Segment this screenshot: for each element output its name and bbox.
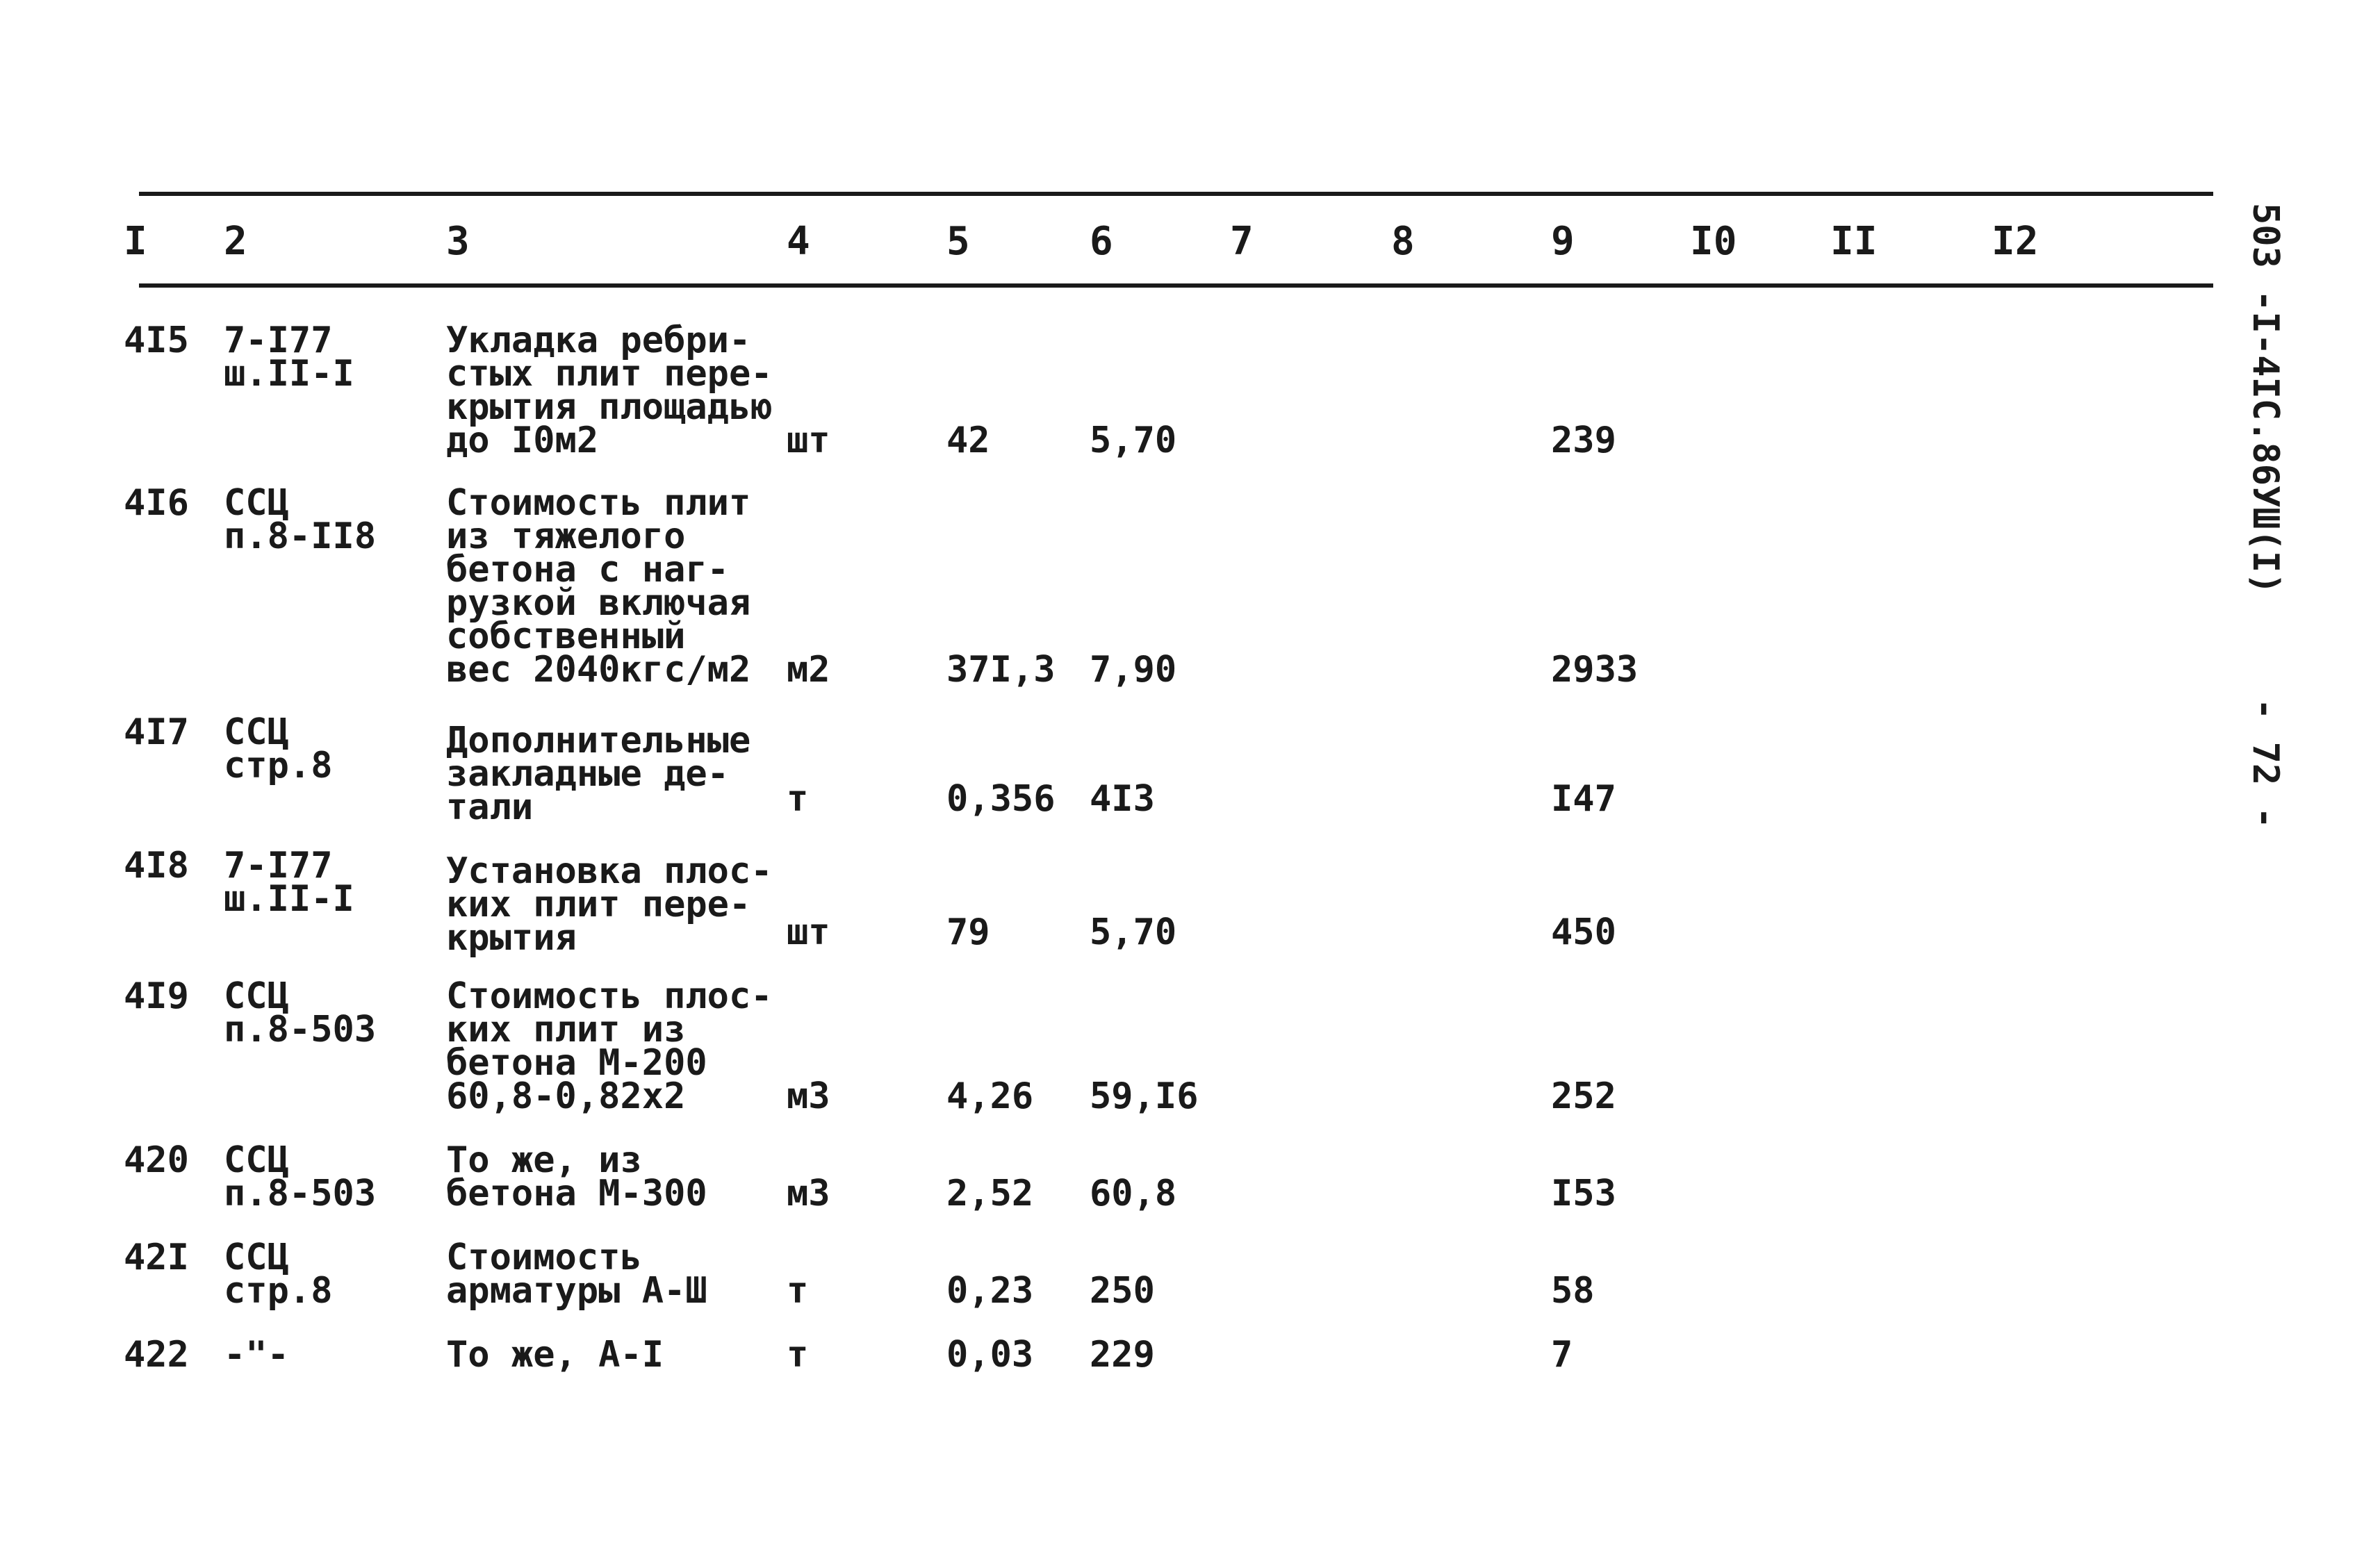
row-number: 4I6 bbox=[124, 482, 189, 524]
row-qty: 4,26 bbox=[946, 1075, 1034, 1117]
row-total: 252 bbox=[1551, 1075, 1616, 1117]
page-number: - 72 - bbox=[2244, 698, 2286, 829]
row-qty: 0,356 bbox=[946, 778, 1056, 820]
row-unit: т bbox=[787, 1270, 809, 1312]
row-ref: ССЦ п.8-503 bbox=[224, 1139, 377, 1214]
row-qty: 0,03 bbox=[946, 1334, 1034, 1376]
row-ref: ССЦ стр.8 bbox=[224, 711, 333, 786]
row-desc: То же, из бетона М-300 bbox=[446, 1139, 707, 1214]
row-number: 42I bbox=[124, 1237, 189, 1278]
row-total: 7 bbox=[1551, 1334, 1573, 1376]
row-qty: 37I,3 bbox=[946, 649, 1056, 691]
table-top-rule bbox=[139, 192, 2213, 196]
row-qty: 42 bbox=[946, 420, 990, 461]
row-price: 229 bbox=[1090, 1334, 1155, 1376]
row-desc: Стоимость плит из тяжелого бетона с наг- рузкой включая собственный вес 2040кгс/м2 bbox=[446, 482, 751, 691]
row-unit: т bbox=[787, 778, 809, 820]
row-desc: Стоимость арматуры А-Ш bbox=[446, 1237, 707, 1312]
row-total: I53 bbox=[1551, 1173, 1616, 1214]
col-header-2: 2 bbox=[224, 219, 247, 264]
row-ref: -"- bbox=[224, 1334, 289, 1376]
row-desc: Стоимость плос- ких плит из бетона М-200 60,8-0,82х2 bbox=[446, 975, 773, 1117]
row-number: 4I5 bbox=[124, 320, 189, 361]
row-qty: 0,23 bbox=[946, 1270, 1034, 1312]
col-header-4: 4 bbox=[787, 219, 810, 264]
row-ref: ССЦ п.8-II8 bbox=[224, 482, 377, 557]
row-qty: 79 bbox=[946, 912, 990, 953]
row-ref: 7-I77 ш.II-I bbox=[224, 845, 354, 920]
row-total: I47 bbox=[1551, 778, 1616, 820]
row-price: 4I3 bbox=[1090, 778, 1155, 820]
row-price: 250 bbox=[1090, 1270, 1155, 1312]
col-header-5: 5 bbox=[946, 219, 970, 264]
row-number: 4I7 bbox=[124, 711, 189, 753]
row-price: 59,I6 bbox=[1090, 1075, 1199, 1117]
table-header-rule bbox=[139, 283, 2213, 288]
row-total: 239 bbox=[1551, 420, 1616, 461]
row-desc: То же, А-I bbox=[446, 1334, 664, 1376]
row-unit: т bbox=[787, 1334, 809, 1376]
row-total: 58 bbox=[1551, 1270, 1595, 1312]
row-price: 7,90 bbox=[1090, 649, 1177, 691]
row-price: 60,8 bbox=[1090, 1173, 1177, 1214]
col-header-1: I bbox=[124, 219, 147, 264]
row-number: 420 bbox=[124, 1139, 189, 1181]
row-total: 450 bbox=[1551, 912, 1616, 953]
col-header-8: 8 bbox=[1391, 219, 1415, 264]
row-qty: 2,52 bbox=[946, 1173, 1034, 1214]
row-unit: шт bbox=[787, 420, 830, 461]
col-header-7: 7 bbox=[1230, 219, 1254, 264]
row-price: 5,70 bbox=[1090, 912, 1177, 953]
row-total: 2933 bbox=[1551, 649, 1639, 691]
col-header-9: 9 bbox=[1551, 219, 1575, 264]
row-ref: 7-I77 ш.II-I bbox=[224, 320, 354, 395]
col-header-12: I2 bbox=[1992, 219, 2039, 264]
col-header-10: I0 bbox=[1690, 219, 1737, 264]
row-price: 5,70 bbox=[1090, 420, 1177, 461]
row-desc: Укладка ребри- стых плит пере- крытия площадью до I0м2 bbox=[446, 320, 773, 461]
row-number: 422 bbox=[124, 1334, 189, 1376]
row-desc: Дополнительные закладные де- тали bbox=[446, 720, 751, 828]
row-ref: ССЦ п.8-503 bbox=[224, 975, 377, 1050]
row-desc: Установка плос- ких плит пере- крытия bbox=[446, 850, 773, 959]
row-number: 4I8 bbox=[124, 845, 189, 886]
row-ref: ССЦ стр.8 bbox=[224, 1237, 333, 1312]
col-header-6: 6 bbox=[1090, 219, 1113, 264]
row-unit: м3 bbox=[787, 1173, 830, 1214]
document-code: 503 -I-4IС.86УШ(I) bbox=[2244, 203, 2286, 595]
row-unit: м3 bbox=[787, 1075, 830, 1117]
row-number: 4I9 bbox=[124, 975, 189, 1017]
row-unit: шт bbox=[787, 912, 830, 953]
col-header-3: 3 bbox=[446, 219, 470, 264]
row-unit: м2 bbox=[787, 649, 830, 691]
col-header-11: II bbox=[1830, 219, 1878, 264]
